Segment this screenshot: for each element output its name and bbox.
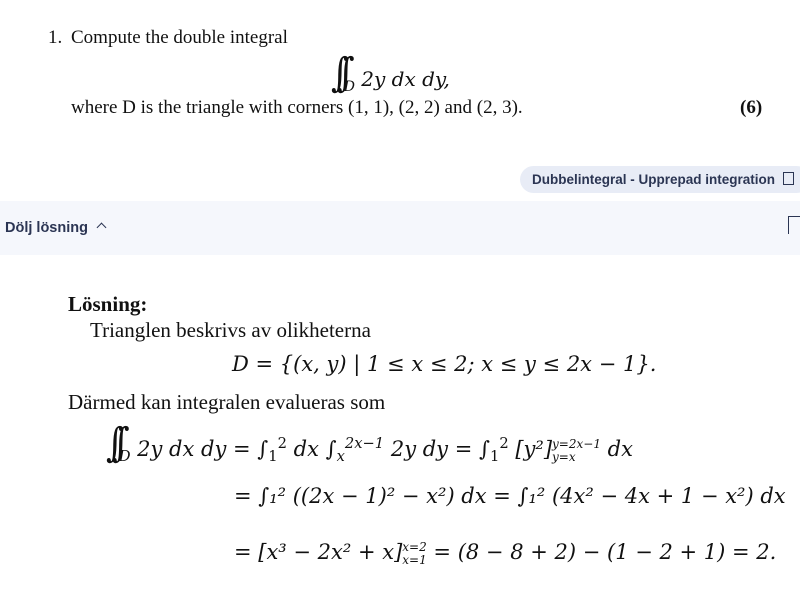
eq1-limits: y=2x−1 y=x: [552, 436, 601, 464]
question-number: 1.: [48, 27, 63, 48]
integral-sign: ∫: [257, 437, 269, 461]
chevron-up-icon: [97, 223, 107, 233]
topic-tag-label: Dubbelintegral - Upprepad integration: [532, 172, 776, 187]
eq3-limits: x=2 x=1: [402, 539, 427, 567]
solution-heading: Lösning:: [68, 292, 148, 316]
integral-sign: ∫: [325, 437, 337, 461]
eq1-mid2: 2y dy =: [390, 437, 479, 461]
integral-integrand: 2y dx dy,: [361, 67, 450, 91]
question-points: (6): [740, 97, 763, 118]
question-where: where D is the triangle with corners (1, 1), (2, 2) and (2, 3).: [71, 97, 523, 118]
eq1-bracket: [y²]: [515, 437, 553, 461]
solution-line-1: Trianglen beskrivs av olikheterna: [90, 318, 371, 342]
equation-line-2: = ∫₁² ((2x − 1)² − x²) dx = ∫₁² (4x² − 4x + 1 − x²) dx: [234, 484, 786, 508]
integral-sign: ∫: [479, 437, 490, 461]
double-integral-sign: ∫∫: [331, 50, 343, 96]
equation-line-3: [234, 540, 776, 567]
copy-icon: [783, 172, 794, 185]
bookmark-icon[interactable]: [788, 216, 800, 234]
question-prompt: Compute the double integral: [71, 27, 288, 48]
topic-tag[interactable]: [520, 166, 800, 193]
eq3-left: = [x³ − 2x² + x]: [234, 540, 403, 564]
eq1-mid1: dx: [293, 437, 319, 461]
question-integral: [330, 50, 450, 96]
integral-domain: D: [343, 79, 355, 95]
solution-domain: D = {(x, y) | 1 ≤ x ≤ 2; x ≤ y ≤ 2x − 1}.: [232, 352, 657, 376]
eq1-end: dx: [600, 437, 633, 461]
equation-line-1: $\int\int_D$ 2y dx dy = $\int_1^2$ dx $\int_x^{2x-1}$ 2y dy = $\int_1^2$ [y²]y=2x−1 y=x dx: [106, 420, 633, 466]
double-integral-sign: ∫∫: [106, 420, 118, 466]
eq1-domain: D: [118, 448, 131, 466]
hide-solution-label: Dölj lösning: [5, 220, 88, 236]
eq1-lhs: 2y dx dy =: [137, 437, 258, 461]
eq3-right: = (8 − 8 + 2) − (1 − 2 + 1) = 2.: [426, 540, 777, 564]
solution-toggle-bar: [0, 201, 800, 255]
hide-solution-button[interactable]: [5, 220, 105, 236]
solution-line-2: Därmed kan integralen evalueras som: [68, 390, 386, 414]
